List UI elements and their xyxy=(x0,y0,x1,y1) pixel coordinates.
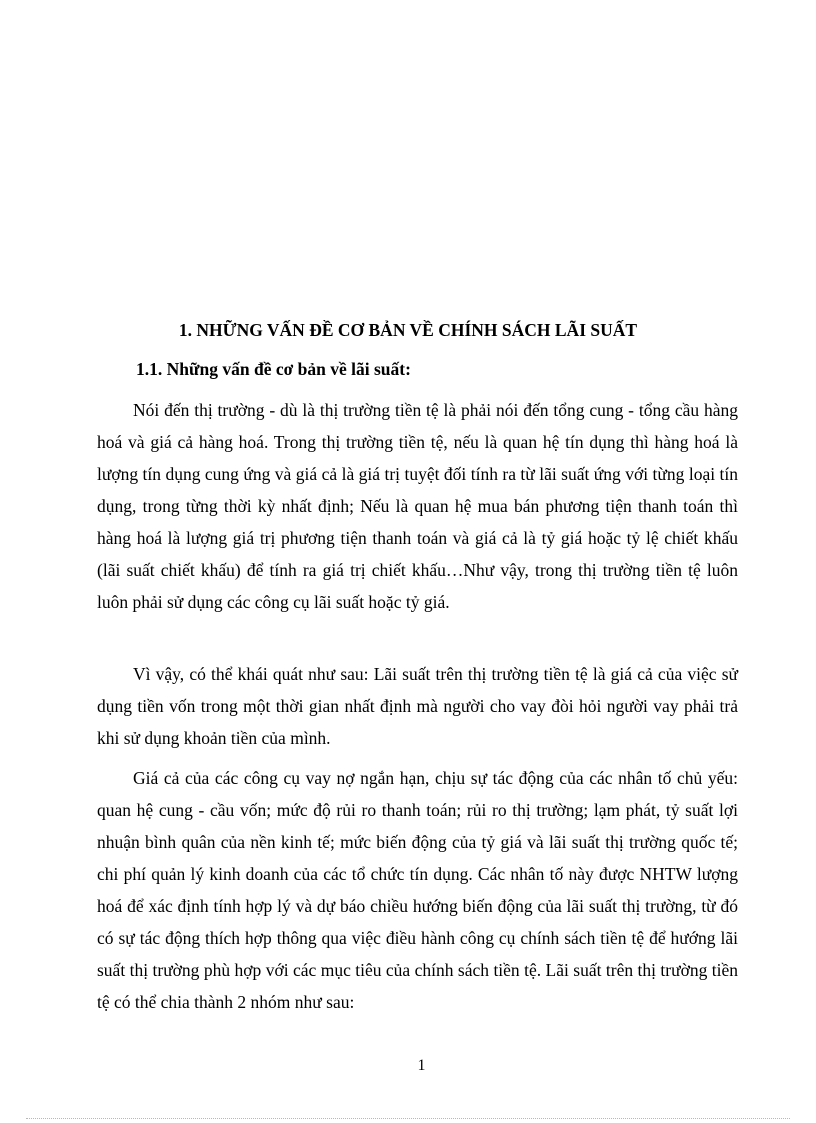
section-heading: 1. NHỮNG VẤN ĐỀ CƠ BẢN VỀ CHÍNH SÁCH LÃI SUẤT xyxy=(178,320,638,340)
page-bottom-divider xyxy=(26,1118,790,1119)
body-paragraph: Vì vậy, có thể khái quát như sau: Lãi suất trên thị trường tiền tệ là giá cả của việc sử dụng tiền vốn trong một thời gian nhất định mà người cho vay đòi hỏi người vay phải trả khi sử dụng khoản tiền của mình. xyxy=(97,664,738,748)
body-paragraph: Nói đến thị trường - dù là thị trường tiền tệ là phải nói đến tổng cung - tổng cầu hàng hoá và giá cả hàng hoá. Trong thị trường tiền tệ, nếu là quan hệ tín dụng thì hàng hoá là lượng tín dụng cung ứng và giá cả là giá trị tuyệt đối tính ra từ lãi suất ứng với từng loại tín dụng, trong từng thời kỳ nhất định; Nếu là quan hệ mua bán phương tiện thanh toán thì hàng hoá là lượng giá trị phương tiện thanh toán và giá cả là tỷ giá hoặc tỷ lệ chiết khấu (lãi suất chiết khấu) để tính ra giá trị chiết khấu…Như vậy, trong thị trường tiền tệ luôn luôn phải sử dụng các công cụ lãi suất hoặc tỷ giá. xyxy=(97,400,738,612)
body-paragraph: Giá cả của các công cụ vay nợ ngắn hạn, chịu sự tác động của các nhân tố chủ yếu: quan hệ cung - cầu vốn; mức độ rủi ro thanh toán; rủi ro thị trường; lạm phát, tỷ suất lợi nhuận bình quân của nền kinh tế; mức biến động của tỷ giá và lãi suất thị trường quốc tế; chi phí quản lý kinh doanh của các tổ chức tín dụng. Các nhân tố này được NHTW lượng hoá để xác định tính hợp lý và dự báo chiều hướng biến động của lãi suất thị trường, từ đó có sự tác động thích hợp thông qua việc điều hành công cụ chính sách tiền tệ để hướng lãi suất thị trường phù hợp với các mục tiêu của chính sách tiền tệ. Lãi suất trên thị trường tiền tệ có thể chia thành 2 nhóm như sau: xyxy=(97,768,738,1012)
subsection-heading: 1.1. Những vấn đề cơ bản về lãi suất: xyxy=(136,359,411,379)
page-number: 1 xyxy=(417,1057,426,1074)
